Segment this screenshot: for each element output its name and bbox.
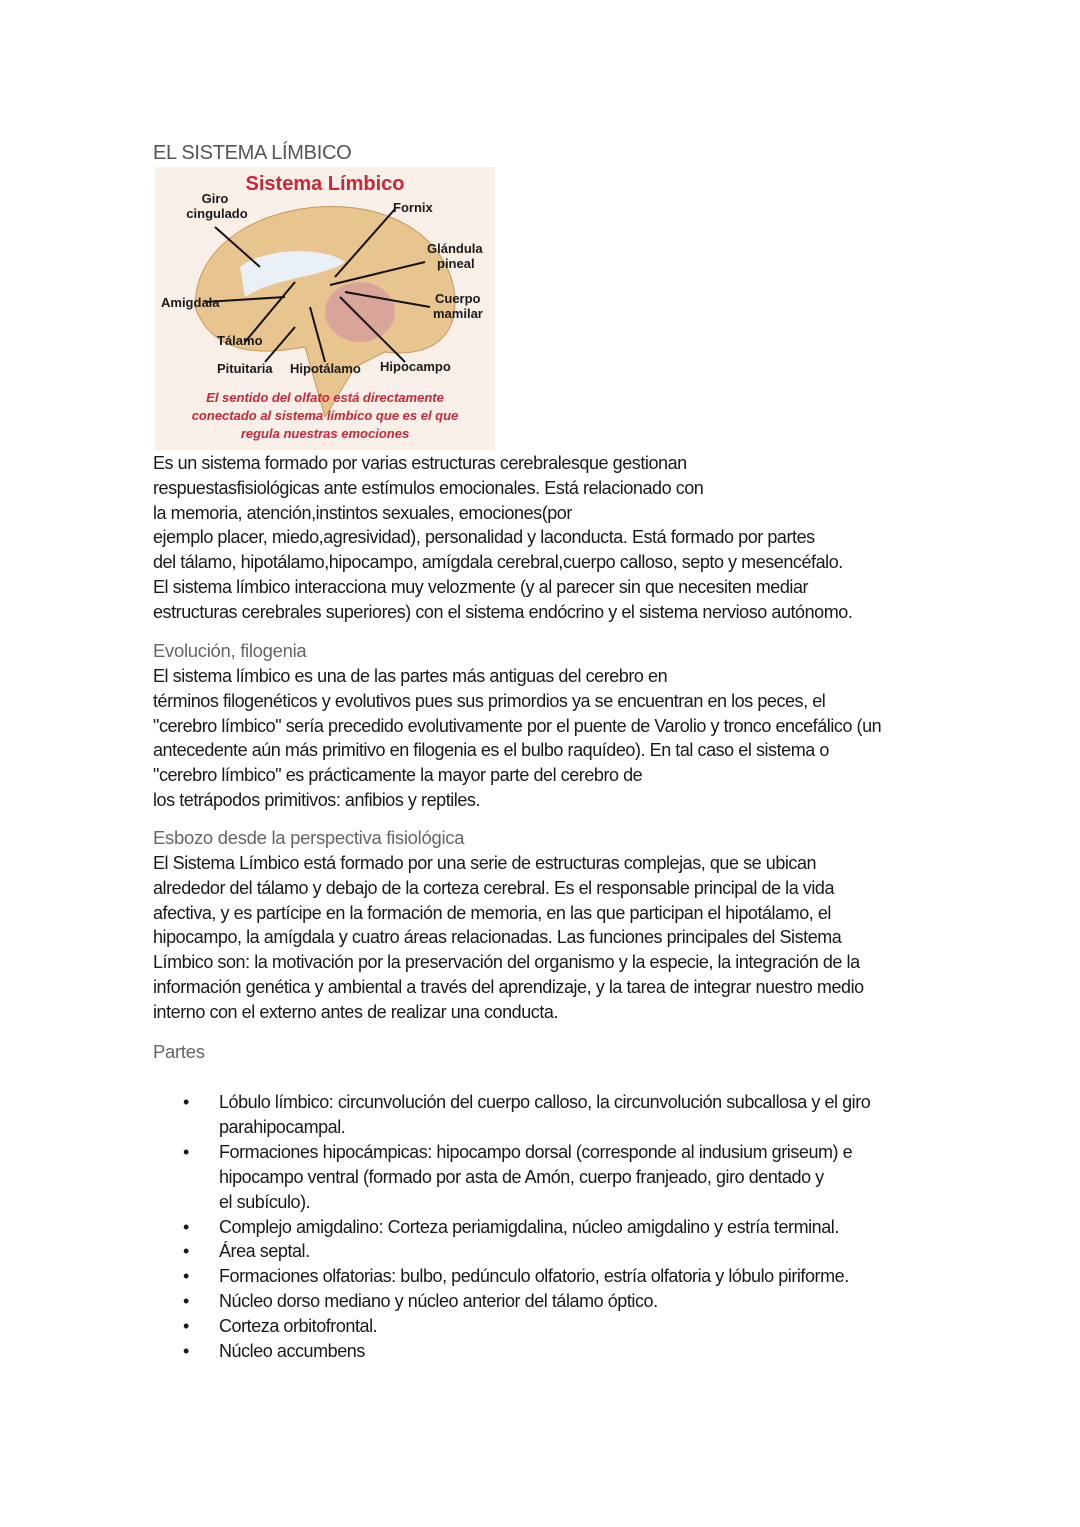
figure-caption-line: regula nuestras emociones bbox=[240, 426, 410, 441]
bullet-icon: • bbox=[183, 1216, 189, 1237]
list-item bbox=[153, 1314, 870, 1339]
bullet-icon: • bbox=[183, 1141, 189, 1162]
list-item bbox=[153, 1289, 870, 1314]
text-line: los tetrápodos primitivos: anfibios y reptiles. bbox=[153, 789, 481, 810]
text-line: el subículo). bbox=[219, 1191, 311, 1212]
section-heading-esbozo: Esbozo desde la perspectiva fisiológica bbox=[153, 827, 465, 848]
label-amigdala: Amigdala bbox=[161, 295, 220, 310]
text-line: Núcleo dorso mediano y núcleo anterior del tálamo óptico. bbox=[219, 1291, 658, 1312]
text-line: Núcleo accumbens bbox=[219, 1341, 365, 1362]
text-line: Lóbulo límbico: circunvolución del cuerpo calloso, la circunvolución subcallosa y el giro bbox=[219, 1092, 871, 1112]
list-item bbox=[153, 1264, 870, 1289]
intro-paragraph bbox=[153, 451, 852, 625]
list-item bbox=[153, 1339, 870, 1364]
esbozo-paragraph bbox=[153, 851, 864, 1025]
parts-list bbox=[153, 1090, 870, 1364]
list-item bbox=[153, 1239, 870, 1264]
text-line: respuestasfisiológicas ante estímulos emocionales. Está relacionado con bbox=[153, 477, 704, 498]
text-line: Área septal. bbox=[219, 1241, 310, 1262]
list-item bbox=[153, 1140, 870, 1215]
evolucion-paragraph bbox=[153, 664, 881, 813]
bullet-icon: • bbox=[183, 1266, 189, 1287]
bullet-icon: • bbox=[183, 1241, 189, 1262]
text-line: Formaciones olfatorias: bulbo, pedúnculo olfatorio, estría olfatoria y lóbulo piriforme. bbox=[219, 1266, 849, 1287]
label-cingulado: cingulado bbox=[186, 206, 248, 221]
figure-heading: Sistema Límbico bbox=[245, 173, 405, 195]
label-glandula: Glándula bbox=[427, 241, 483, 256]
cerebellum bbox=[325, 282, 395, 342]
text-line: la memoria, atención,instintos sexuales, emociones(por bbox=[153, 502, 572, 523]
bullet-icon: • bbox=[183, 1341, 189, 1362]
text-line: El sistema límbico es una de las partes más antiguas del cerebro en bbox=[153, 666, 668, 686]
text-line: antecedente aún más primitivo en filogenia es el bulbo raquídeo). En tal caso el sistema o bbox=[153, 740, 829, 761]
text-line: El sistema límbico interacciona muy velozmente (y al parecer sin que necesiten mediar bbox=[153, 576, 809, 597]
text-line: términos filogenéticos y evolutivos pues sus primordios ya se encuentran en los peces, el bbox=[153, 690, 826, 711]
label-pineal: pineal bbox=[437, 256, 475, 271]
section-heading-partes: Partes bbox=[153, 1041, 205, 1062]
text-line: afectiva, y es partícipe en la formación de memoria, en las que participan el hipotálamo, el bbox=[153, 902, 831, 923]
label-hipotalamo: Hipotálamo bbox=[290, 361, 361, 376]
text-line: estructuras cerebrales superiores) con el sistema endócrino y el sistema nervioso autónomo. bbox=[153, 601, 853, 622]
text-line: Formaciones hipocámpicas: hipocampo dorsal (corresponde al indusium griseum) e bbox=[219, 1141, 853, 1162]
text-line: El Sistema Límbico está formado por una serie de estructuras complejas, que se ubican bbox=[153, 853, 817, 873]
text-line: "cerebro límbico" es prácticamente la mayor parte del cerebro de bbox=[153, 765, 643, 786]
limbic-system-figure bbox=[155, 167, 495, 450]
figure-caption-line: El sentido del olfato está directamente bbox=[206, 390, 444, 405]
text-line: alrededor del tálamo y debajo de la corteza cerebral. Es el responsable principal de la vida bbox=[153, 877, 835, 898]
text-line: Límbico son: la motivación por la preservación del organismo y la especie, la integración de la bbox=[153, 952, 860, 973]
figure-caption-line: conectado al sistema límbico que es el que bbox=[191, 408, 459, 423]
text-line: "cerebro límbico" sería precedido evolutivamente por el puente de Varolio y tronco encefálico (un bbox=[153, 715, 882, 736]
label-giro: Giro bbox=[201, 191, 229, 206]
text-line: hipocampo, la amígdala y cuatro áreas relacionadas. Las funciones principales del Sistema bbox=[153, 927, 842, 948]
label-mamilar: mamilar bbox=[433, 306, 483, 321]
list-item bbox=[153, 1090, 870, 1140]
text-line: Complejo amigdalino: Corteza periamigdalina, núcleo amigdalino y estría terminal. bbox=[219, 1216, 839, 1237]
text-line: información genética y ambiental a través del aprendizaje, y la tarea de integrar nuestro medio bbox=[153, 976, 864, 997]
text-line: interno con el externo antes de realizar una conducta. bbox=[153, 1001, 558, 1022]
bullet-icon: • bbox=[183, 1092, 189, 1112]
text-line: Corteza orbitofrontal. bbox=[219, 1316, 378, 1337]
bullet-icon: • bbox=[183, 1316, 189, 1337]
section-heading-evolucion: Evolución, filogenia bbox=[153, 640, 307, 661]
list-item bbox=[153, 1215, 870, 1240]
text-line: hipocampo ventral (formado por asta de Amón, cuerpo franjeado, giro dentado y bbox=[219, 1166, 824, 1187]
label-talamo: Tálamo bbox=[217, 333, 263, 348]
label-hipocampo: Hipocampo bbox=[380, 359, 451, 374]
text-line: Es un sistema formado por varias estructuras cerebralesque gestionan bbox=[153, 453, 687, 473]
text-line: parahipocampal. bbox=[219, 1116, 346, 1137]
label-pituitaria: Pituitaria bbox=[217, 361, 273, 376]
text-line: del tálamo, hipotálamo,hipocampo, amígdala cerebral,cuerpo calloso, septo y mesencéfalo. bbox=[153, 552, 843, 573]
text-line: ejemplo placer, miedo,agresividad), personalidad y laconducta. Está formado por partes bbox=[153, 527, 815, 548]
label-fornix: Fornix bbox=[393, 200, 433, 215]
label-cuerpo: Cuerpo bbox=[435, 291, 481, 306]
document-title: EL SISTEMA LÍMBICO bbox=[153, 142, 352, 164]
bullet-icon: • bbox=[183, 1291, 189, 1312]
